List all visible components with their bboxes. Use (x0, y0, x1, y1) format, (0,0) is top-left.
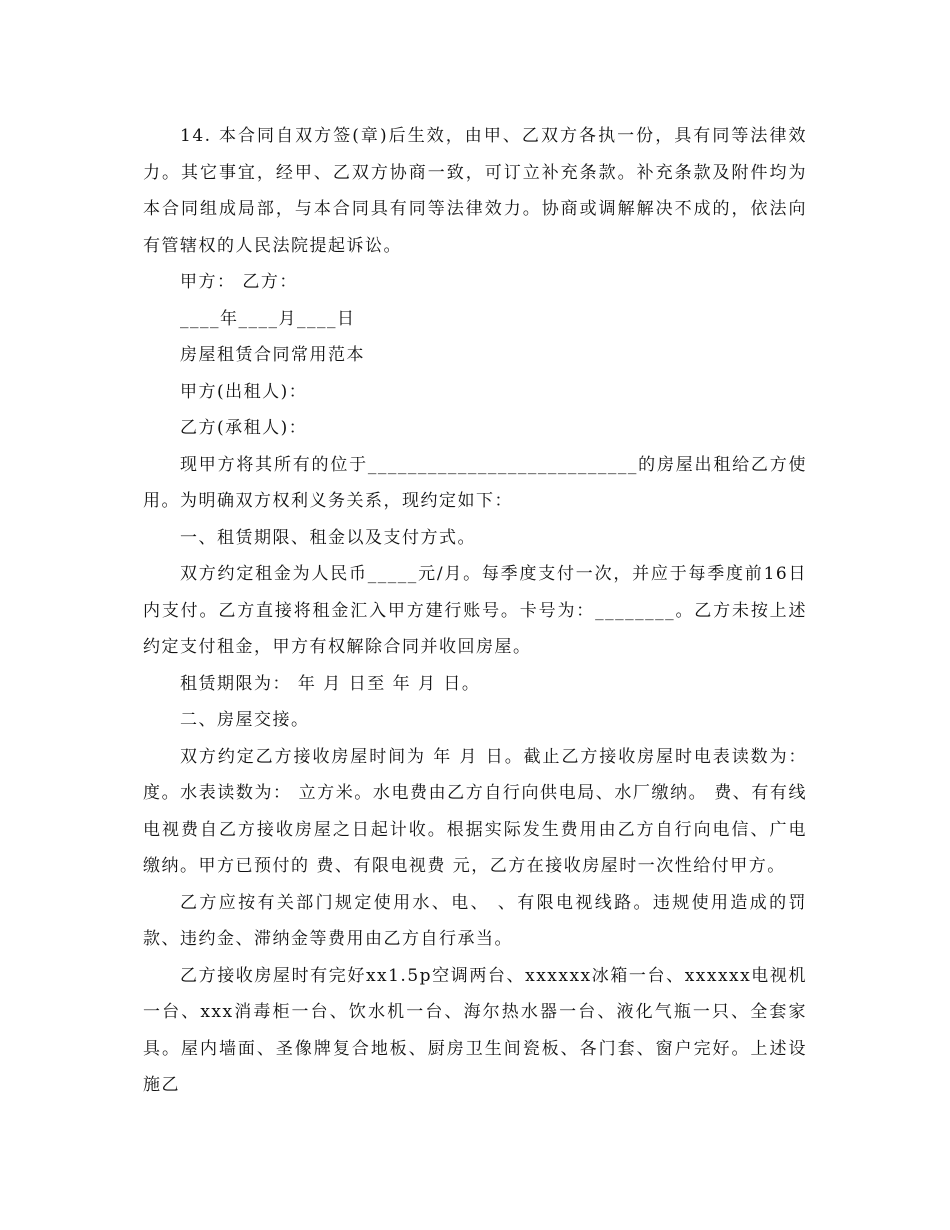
date-line: ____年____月____日 (180, 308, 356, 329)
lease-term-paragraph: 租赁期限为： 年 月 日至 年 月 日。 (180, 673, 481, 694)
handover-paragraph: 双方约定乙方接收房屋时间为 年 月 日。截止乙方接收房屋时电表读数为： 度。水表读数为： 立方米。水电费由乙方自行向供电局、水厂缴纳。 费、有有线电视费自乙方接收房屋之日起计收。根据实际发生费用由乙方自行向电信、广电缴纳。甲方已预付的 费、有限电视费 元，乙方在接收房屋时一次性给付甲方。 (143, 746, 814, 876)
signature-parties-line: 甲方： 乙方： (180, 272, 298, 292)
party-b-lessee: 乙方(承租人)： (180, 418, 308, 438)
document-body (143, 118, 814, 1104)
contract-title: 房屋租赁合同常用范本 (180, 345, 365, 365)
facilities-paragraph: 乙方接收房屋时有完好xx1.5p空调两台、xxxxxx冰箱一台、xxxxxx电视机一台、xxx消毒柜一台、饮水机一台、海尔热水器一台、液化气瓶一只、全套家具。屋内墙面、圣像牌复合地板、厨房卫生间瓷板、各门套、窗户完好。上述设施乙 (143, 965, 807, 1095)
party-a-lessor: 甲方(出租人)： (180, 381, 308, 402)
section-2-heading: 二、房屋交接。 (180, 710, 310, 730)
utilities-usage-paragraph: 乙方应按有关部门规定使用水、电、 、有限电视线路。违规使用造成的罚款、违约金、滞纳金等费用由乙方自行承当。 (143, 892, 807, 949)
section-1-heading: 一、租赁期限、租金以及支付方式。 (180, 527, 476, 548)
clause-14-paragraph: 14. 本合同自双方签(章)后生效，由甲、乙双方各执一份，具有同等法律效力。其它事宜，经甲、乙双方协商一致，可订立补充条款。补充条款及附件均为本合同组成局部，与本合同具有同等法律效力。协商或调解解决不成的，依法向有管辖权的人民法院提起诉讼。 (143, 126, 807, 256)
premises-paragraph: 现甲方将其所有的位于___________________________的房屋出租给乙方使用。为明确双方权利义务关系，现约定如下： (143, 454, 807, 511)
rent-payment-paragraph: 双方约定租金为人民币_____元/月。每季度支付一次，并应于每季度前16日内支付。乙方直接将租金汇入甲方建行账号。卡号为：________。乙方未按上述约定支付租金，甲方有权解除合同并收回房屋。 (143, 564, 807, 657)
